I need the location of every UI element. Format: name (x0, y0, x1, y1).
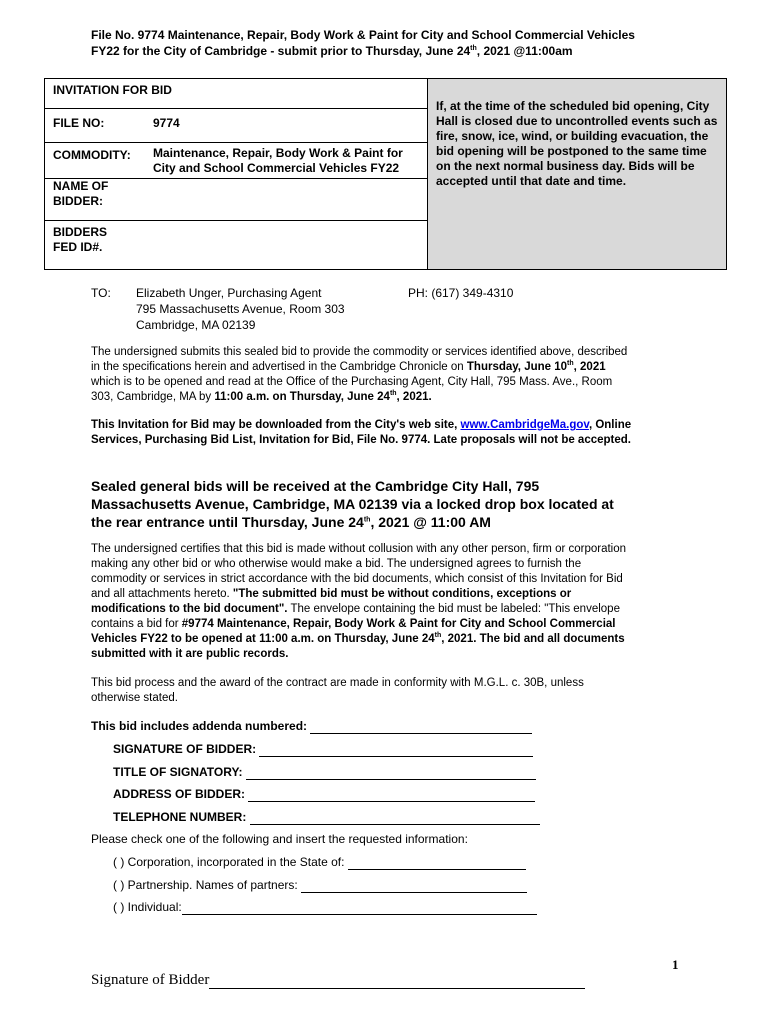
corporation-state-input-line[interactable] (348, 855, 526, 870)
page-number: 1 (672, 957, 679, 972)
addenda-field: This bid includes addenda numbered: (91, 718, 551, 734)
recipient-address (136, 285, 406, 333)
bidder-name-label: NAME OF BIDDER: (53, 179, 109, 208)
corporation-option[interactable]: ( ) Corporation, incorporated in the State of: (113, 854, 553, 870)
city-website-link[interactable]: www.CambridgeMa.gov (460, 419, 589, 431)
closure-notice-box (428, 79, 726, 269)
entity-type-intro: Please check one of the following and insert the requested information: (91, 832, 468, 846)
commodity-value: Maintenance, Repair, Body Work & Paint for City and School Commercial Vehicles FY22 (153, 146, 403, 175)
individual-input-line[interactable] (182, 900, 537, 915)
file-no-label: FILE NO: (53, 116, 105, 130)
invitation-for-bid-table (44, 78, 727, 270)
addenda-input-line[interactable] (310, 719, 532, 734)
telephone-input-line[interactable] (250, 810, 540, 825)
commodity-row (45, 143, 427, 179)
title-field: TITLE OF SIGNATORY: (113, 764, 553, 780)
submission-paragraph: The undersigned submits this sealed bid to provide the commodity or services identified above, described in the specifications herein and advertised in the Cambridge Chronicle on Thursday, June 10th, 2021 which is to be opened and read at the Office of the Purchasing Agent, City Hall, 795 Mass. Ave., Room 303, Cambridge, MA by 11:00 a.m. on Thursday, June 24th, 2021. (91, 346, 628, 403)
document-header (91, 27, 711, 59)
mgl-paragraph: This bid process and the award of the contract are made in conformity with M.G.L. c. 30B, unless otherwise stated. (91, 677, 584, 704)
fed-id-row[interactable] (45, 221, 427, 269)
commodity-label: COMMODITY: (53, 148, 131, 162)
download-paragraph: This Invitation for Bid may be downloaded from the City's web site, www.CambridgeMa.gov, Online Services, Purchasing Bid List, Invitation for Bid, File No. 9774. Late proposals will not be accepted. (91, 419, 632, 446)
signature-field: SIGNATURE OF BIDDER: (113, 741, 553, 757)
certification-paragraph: The undersigned certifies that this bid is made without collusion with any other person, firm or corporation making any other bid or who otherwise would make a bid. The undersigned agrees to furnish the commodity or services in strict accordance with the bid documents, which consist of this Invitation for Bid and all attachments hereto. "The submitted bid must be without conditions, exceptions or modifications to the bid document". The envelope containing the bid must be labeled: "This envelope contains a bid for #9774 Maintenance, Repair, Body Work & Paint for City and School Commercial Vehicles FY22 to be opened at 11:00 a.m. on Thursday, June 24th, 2021. The bid and all documents submitted with it are public records. (91, 543, 627, 660)
address-input-line[interactable] (248, 787, 535, 802)
bid-info-column (45, 79, 428, 269)
address-field: ADDRESS OF BIDDER: (113, 786, 553, 802)
partners-input-line[interactable] (301, 878, 527, 893)
footer-signature-field: Signature of Bidder (91, 972, 585, 989)
fed-id-label: BIDDERS FED ID#. (53, 225, 108, 254)
header-line-1: File No. 9774 Maintenance, Repair, Body Work & Paint for City and School Commercial Vehicles (91, 28, 635, 42)
table-title: INVITATION FOR BID (53, 83, 172, 97)
closure-notice-text: If, at the time of the scheduled bid opening, City Hall is closed due to uncontrolled events such as fire, snow, ice, wind, or building evacuation, the bid opening will be postponed to the same time on the next normal business day. Bids will be accepted until that date and time. (436, 99, 718, 188)
recipient-address-1: 795 Massachusetts Avenue, Room 303 (136, 302, 345, 316)
file-no-value: 9774 (153, 116, 180, 130)
telephone-field: TELEPHONE NUMBER: (113, 809, 553, 825)
recipient-phone: PH: (617) 349-4310 (408, 286, 514, 300)
footer-signature-line[interactable] (209, 972, 585, 989)
header-line-2: FY22 for the City of Cambridge - submit prior to Thursday, June 24th, 2021 @11:00am (91, 44, 573, 58)
table-title-row (45, 79, 427, 109)
bidder-name-row[interactable] (45, 179, 427, 221)
individual-option[interactable]: ( ) Individual: (113, 899, 553, 915)
partnership-option[interactable]: ( ) Partnership. Names of partners: (113, 877, 553, 893)
recipient-address-2: Cambridge, MA 02139 (136, 318, 256, 332)
recipient-name: Elizabeth Unger, Purchasing Agent (136, 286, 322, 300)
to-label: TO: (91, 286, 111, 300)
title-input-line[interactable] (246, 765, 536, 780)
file-no-row (45, 109, 427, 143)
sealed-bids-notice: Sealed general bids will be received at the Cambridge City Hall, 795 Massachusetts Avenue, Cambridge, MA 02139 via a locked drop box located at the rear entrance until Thursday, June 24th, 2021 @ 11:00 AM (91, 478, 614, 530)
signature-input-line[interactable] (259, 742, 533, 757)
